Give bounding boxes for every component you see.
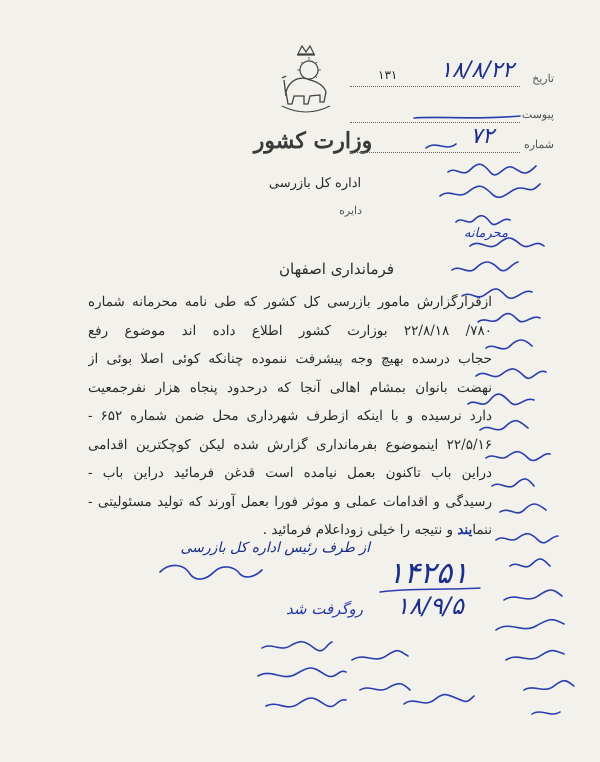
body-line: دارد نرسیده و با اینکه ازطرف شهرداری محل ضمن شماره ۶۵۲ - — [88, 408, 492, 424]
registration-number: ۱۴۲۵۱ — [387, 556, 469, 591]
attachment-field — [354, 108, 554, 126]
body-line: رسیدگی و اقدامات عملی و موثر فورا بعمل آورند که تولید مسئولیتی - — [88, 493, 492, 510]
date-value: ۱۸/۸/۲۲ — [440, 58, 514, 83]
body-line: نهضت بانوان بمشام اهالی آنجا که درحدود پنجاه هزار نفرجمعیت — [88, 379, 492, 396]
lion-and-sun-emblem-icon — [276, 40, 336, 120]
date-label: تاریخ — [532, 72, 554, 85]
body-line-start: ننما — [472, 522, 492, 538]
date-field — [354, 58, 554, 90]
margin-note-confidential: محرمانه — [464, 226, 509, 241]
body-line: ۷۸۰/ ۲۲/۸/۱۸ بوزارت کشور اطلاع داده اند موضوع رفع — [88, 322, 492, 339]
section-label: دایره — [339, 204, 362, 217]
letter-body — [88, 288, 492, 545]
body-line: ۲۲/۵/۱۶ اینموضوع بفرمانداری گزارش شده لیکن کوچکترین اقدامی — [88, 436, 492, 453]
number-value: ۷۲ — [470, 124, 494, 149]
department-name: اداره کل بازرسی — [268, 176, 362, 191]
margin-note-copied: روگرفت شد — [286, 600, 364, 618]
number-field — [354, 124, 554, 156]
number-label: شماره — [523, 138, 554, 151]
date-year: ۱۳۱ — [378, 68, 398, 82]
body-line: دراین باب تاکنون بعمل نیامده است قدغن فرمائید دراین باب - — [88, 465, 492, 481]
addressee: فرمانداری اصفهان — [278, 260, 394, 278]
signature-line: از طرف رئیس اداره کل بازرسی — [180, 540, 370, 556]
body-line: حجاب درسده بهیچ وجه پیشرفت ننموده چنانکه کوئی اصلا بوئی از — [88, 351, 492, 367]
body-line-end: و نتیجه را خیلی زوداعلام فرمائید . — [262, 522, 454, 538]
ministry-title: وزارت کشور — [253, 128, 373, 154]
inked-correction: یند — [457, 522, 473, 538]
attachment-label: پیوست — [521, 108, 554, 121]
body-line: ازقرارگزارش مامور بازرسی کل کشور که طی نامه محرمانه شماره — [88, 294, 492, 310]
registration-date: ۱۸/۹/۵ — [396, 592, 464, 620]
